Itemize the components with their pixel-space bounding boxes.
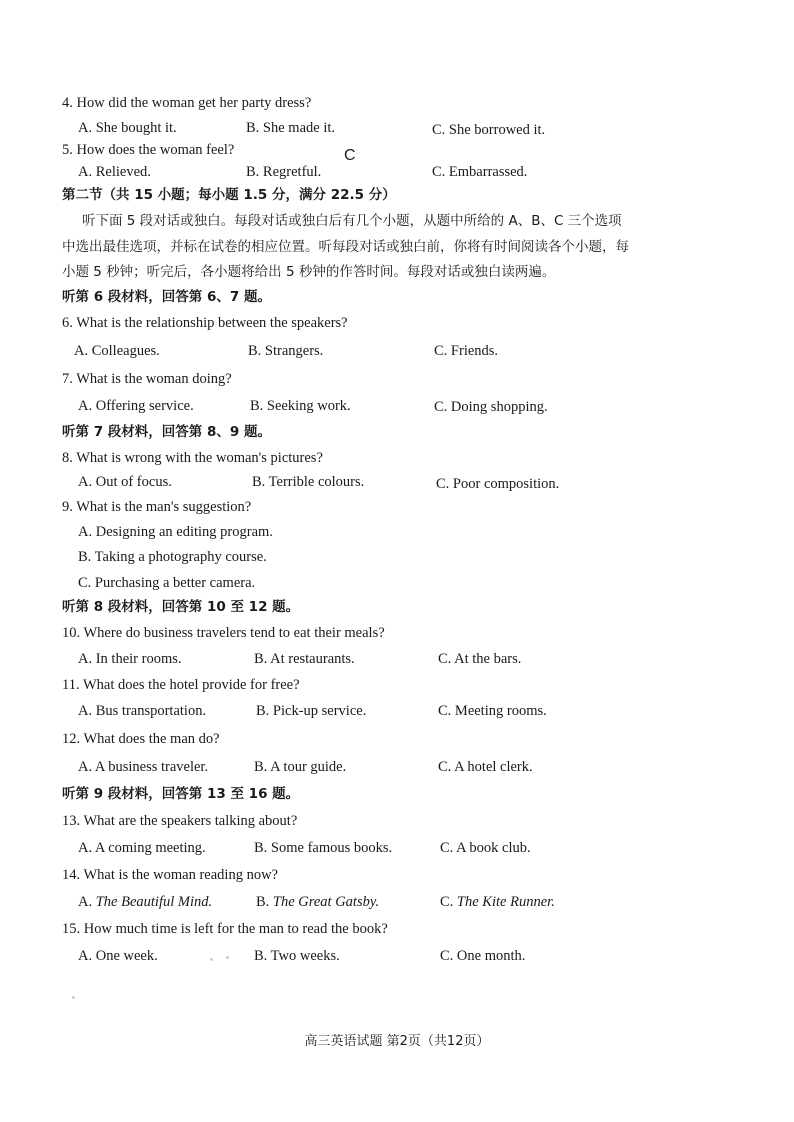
- question-12-stem: 12. What does the man do?: [62, 731, 220, 747]
- section-2-instructions-line-2: 中选出最佳选项，并标在试卷的相应位置。听每段对话或独白前，你将有时间阅读各个小题，每: [62, 239, 629, 255]
- question-13-option-a: A. A coming meeting.: [78, 840, 206, 856]
- book-title: The Great Gatsby.: [272, 894, 380, 910]
- option-letter: C.: [440, 894, 454, 910]
- question-12-option-c: C. A hotel clerk.: [438, 759, 533, 775]
- question-14-option-b: [256, 893, 379, 911]
- question-5-option-c: C. Embarrassed.: [432, 164, 528, 180]
- group-9-heading: 听第 9 段材料，回答第 13 至 16 题。: [62, 786, 300, 802]
- option-letter: A.: [78, 894, 93, 910]
- question-4-stem: 4. How did the woman get her party dress?: [62, 95, 312, 111]
- question-10-option-b: B. At restaurants.: [254, 651, 355, 667]
- question-7-option-c: C. Doing shopping.: [434, 399, 548, 415]
- option-letter: B.: [256, 894, 270, 910]
- question-11-stem: 11. What does the hotel provide for free?: [62, 677, 300, 693]
- question-8-option-b: B. Terrible colours.: [252, 474, 365, 490]
- question-15-option-c: C. One month.: [440, 948, 526, 964]
- question-15-option-a: A. One week.: [78, 948, 158, 964]
- question-6-option-c: C. Friends.: [434, 343, 499, 359]
- section-2-instructions-line-3: 小题 5 秒钟；听完后，各小题将给出 5 秒钟的作答时间。每段对话或独白读两遍。: [62, 264, 556, 280]
- question-7-stem: 7. What is the woman doing?: [62, 371, 232, 387]
- section-2-instructions-line-1: 听下面 5 段对话或独白。每段对话或独白后有几个小题，从题中所给的 A、B、C 三个选项: [82, 213, 622, 229]
- question-8-stem: 8. What is wrong with the woman's pictures?: [62, 450, 323, 466]
- question-8-option-a: A. Out of focus.: [78, 474, 172, 490]
- question-15-stem: 15. How much time is left for the man to read the book?: [62, 921, 388, 937]
- question-11-option-a: A. Bus transportation.: [78, 703, 207, 719]
- question-5-option-b: B. Regretful.: [246, 164, 322, 180]
- scan-speck: [226, 956, 229, 959]
- question-4-option-b: B. She made it.: [246, 120, 336, 136]
- question-5-stem: 5. How does the woman feel?: [62, 142, 235, 158]
- section-2-heading: 第二节（共 15 小题；每小题 1.5 分，满分 22.5 分）: [62, 187, 396, 203]
- question-11-option-b: B. Pick-up service.: [256, 703, 367, 719]
- question-12-option-a: A. A business traveler.: [78, 759, 209, 775]
- question-9-option-b: B. Taking a photography course.: [78, 549, 267, 565]
- question-8-option-c: C. Poor composition.: [436, 476, 560, 492]
- question-7-option-b: B. Seeking work.: [250, 398, 351, 414]
- book-title: The Beautiful Mind.: [95, 894, 213, 910]
- handwritten-answer-mark: C: [344, 147, 356, 164]
- question-6-stem: 6. What is the relationship between the speakers?: [62, 315, 348, 331]
- group-7-heading: 听第 7 段材料，回答第 8、9 题。: [62, 424, 271, 440]
- question-6-option-a: A. Colleagues.: [74, 343, 160, 359]
- question-4-option-a: A. She bought it.: [78, 120, 177, 136]
- question-14-option-a: [78, 893, 212, 911]
- question-13-stem: 13. What are the speakers talking about?: [62, 813, 298, 829]
- question-5-option-a: A. Relieved.: [78, 164, 151, 180]
- question-6-option-b: B. Strangers.: [248, 343, 324, 359]
- question-10-stem: 10. Where do business travelers tend to eat their meals?: [62, 625, 385, 641]
- scan-speck: [210, 958, 213, 961]
- book-title: The Kite Runner.: [456, 894, 555, 910]
- question-7-option-a: A. Offering service.: [78, 398, 194, 414]
- question-4-option-c: C. She borrowed it.: [432, 122, 546, 138]
- question-15-option-b: B. Two weeks.: [254, 948, 340, 964]
- group-6-heading: 听第 6 段材料，回答第 6、7 题。: [62, 289, 271, 305]
- question-14-option-c: [440, 893, 555, 911]
- question-14-stem: 14. What is the woman reading now?: [62, 867, 278, 883]
- question-10-option-c: C. At the bars.: [438, 651, 522, 667]
- question-9-option-a: A. Designing an editing program.: [78, 524, 273, 540]
- question-11-option-c: C. Meeting rooms.: [438, 703, 547, 719]
- page-footer: 高三英语试题 第2页（共12页）: [304, 1034, 490, 1049]
- question-9-stem: 9. What is the man's suggestion?: [62, 499, 252, 515]
- question-9-option-c: C. Purchasing a better camera.: [78, 575, 256, 591]
- scan-speck: [72, 996, 75, 999]
- group-8-heading: 听第 8 段材料，回答第 10 至 12 题。: [62, 599, 300, 615]
- question-13-option-c: C. A book club.: [440, 840, 531, 856]
- question-13-option-b: B. Some famous books.: [254, 840, 393, 856]
- question-12-option-b: B. A tour guide.: [254, 759, 347, 775]
- question-10-option-a: A. In their rooms.: [78, 651, 182, 667]
